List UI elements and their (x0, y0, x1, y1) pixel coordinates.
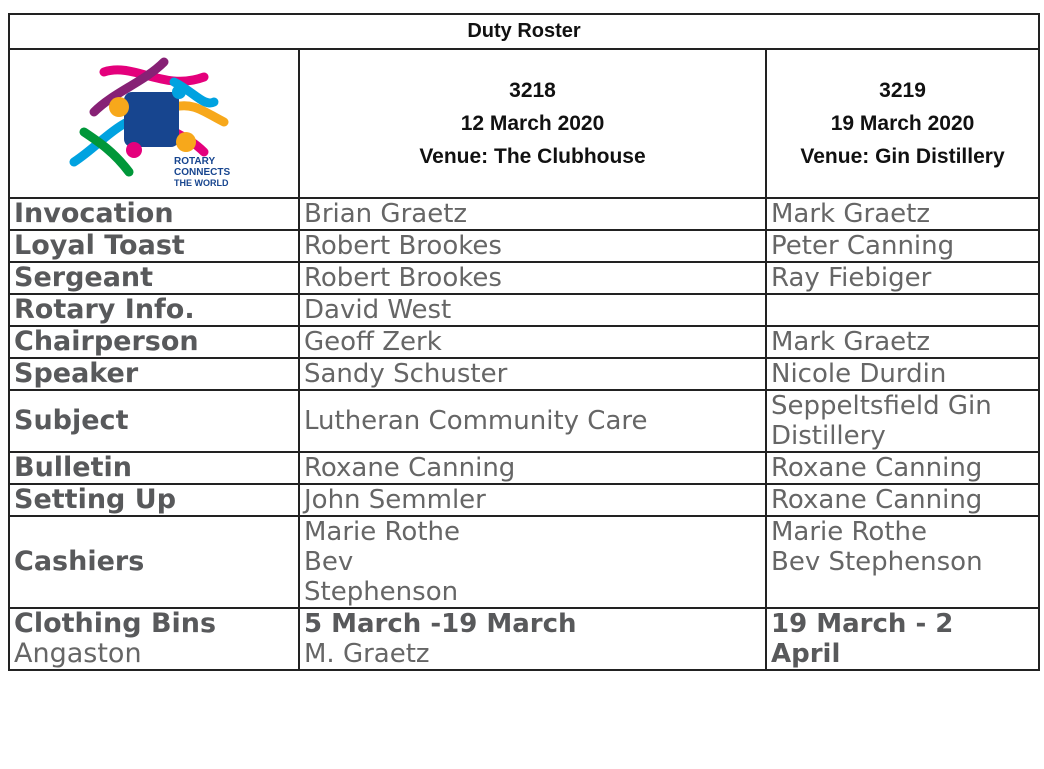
table-row (9, 452, 1039, 484)
location-label: Angaston (14, 638, 142, 669)
duty-line: Distillery (771, 421, 886, 451)
meeting-header-2 (766, 49, 1039, 198)
duty-cell (299, 484, 766, 516)
duty-name: Ray Fiebiger (771, 263, 932, 293)
rotary-logo-cell (9, 49, 299, 198)
duty-line: Seppeltsfield Gin (771, 391, 992, 421)
clothing-bins-cell (9, 608, 299, 670)
duty-cell (766, 390, 1039, 452)
duty-name: Mark Graetz (771, 327, 930, 357)
duty-name: M. Graetz (304, 639, 430, 669)
role-label: Speaker (9, 358, 299, 390)
duty-name: Peter Canning (771, 231, 955, 261)
meeting-date: 19 March 2020 (830, 112, 975, 135)
duty-cell (299, 198, 766, 230)
duty-cell (766, 358, 1039, 390)
table-row (9, 230, 1039, 262)
duty-cell (299, 230, 766, 262)
duty-line: Marie Rothe (771, 517, 928, 547)
duty-cell (299, 516, 766, 608)
table-row (9, 516, 1039, 608)
role-label: Sergeant (9, 262, 299, 294)
duty-name: Roxane Canning (771, 485, 983, 515)
duty-cell (766, 484, 1039, 516)
role-label: Cashiers (9, 516, 299, 608)
duty-name: Roxane Canning (771, 453, 983, 483)
duty-cell (299, 452, 766, 484)
duty-cell (766, 294, 1039, 326)
duty-name: Roxane Canning (304, 453, 516, 483)
duty-name: Robert Brookes (304, 263, 502, 293)
table-row (9, 390, 1039, 452)
svg-text:ROTARY: ROTARY (174, 155, 216, 167)
header-row (9, 49, 1039, 198)
duty-name: Geoff Zerk (304, 327, 442, 357)
duty-name: Robert Brookes (304, 231, 502, 261)
svg-text:THE WORLD: THE WORLD (174, 177, 229, 188)
duty-cell (766, 326, 1039, 358)
duty-cell (299, 262, 766, 294)
table-row (9, 358, 1039, 390)
meeting-venue: Venue: The Clubhouse (419, 145, 646, 168)
role-label: Subject (9, 390, 299, 452)
duty-cell (766, 262, 1039, 294)
duty-name: Mark Graetz (771, 199, 930, 229)
meeting-number: 3218 (509, 79, 556, 102)
role-label: Invocation (9, 198, 299, 230)
period-label: April (771, 639, 841, 669)
title-row (9, 14, 1039, 49)
table-row (9, 484, 1039, 516)
role-label: Loyal Toast (9, 230, 299, 262)
period-label: 5 March -19 March (304, 609, 577, 639)
duty-cell (766, 608, 1039, 670)
duty-cell (299, 326, 766, 358)
role-label: Rotary Info. (9, 294, 299, 326)
role-label: Setting Up (9, 484, 299, 516)
duty-name: Sandy Schuster (304, 359, 508, 389)
table-row (9, 262, 1039, 294)
duty-name: Lutheran Community Care (304, 406, 648, 436)
meeting-number: 3219 (879, 79, 926, 102)
period-label: 19 March - 2 (771, 609, 954, 639)
duty-cell (299, 608, 766, 670)
duty-cell (766, 516, 1039, 608)
meeting-venue: Venue: Gin Distillery (800, 145, 1005, 168)
duty-cell (766, 452, 1039, 484)
role-label: Clothing Bins (14, 608, 217, 639)
duty-name: Nicole Durdin (771, 359, 947, 389)
table-row (9, 608, 1039, 670)
duty-name: David West (304, 295, 452, 325)
duty-line: Stephenson (304, 577, 459, 607)
svg-text:CONNECTS: CONNECTS (174, 166, 231, 178)
duty-roster-table (8, 13, 1040, 671)
role-label: Chairperson (9, 326, 299, 358)
duty-line: Marie Rothe (304, 517, 461, 547)
meeting-date: 12 March 2020 (460, 112, 605, 135)
table-row (9, 326, 1039, 358)
table-title: Duty Roster (9, 14, 1039, 49)
role-label: Bulletin (9, 452, 299, 484)
duty-cell (299, 358, 766, 390)
duty-cell (766, 198, 1039, 230)
duty-name: John Semmler (304, 485, 486, 515)
table-row (9, 198, 1039, 230)
duty-cell (766, 230, 1039, 262)
meeting-header-1 (299, 49, 766, 198)
table-row (9, 294, 1039, 326)
rotary-logo-icon (54, 52, 254, 192)
duty-line: Bev Stephenson (771, 547, 983, 577)
duty-name: Brian Graetz (304, 199, 468, 229)
duty-cell (299, 390, 766, 452)
duty-line: Bev (304, 547, 354, 577)
duty-cell (299, 294, 766, 326)
